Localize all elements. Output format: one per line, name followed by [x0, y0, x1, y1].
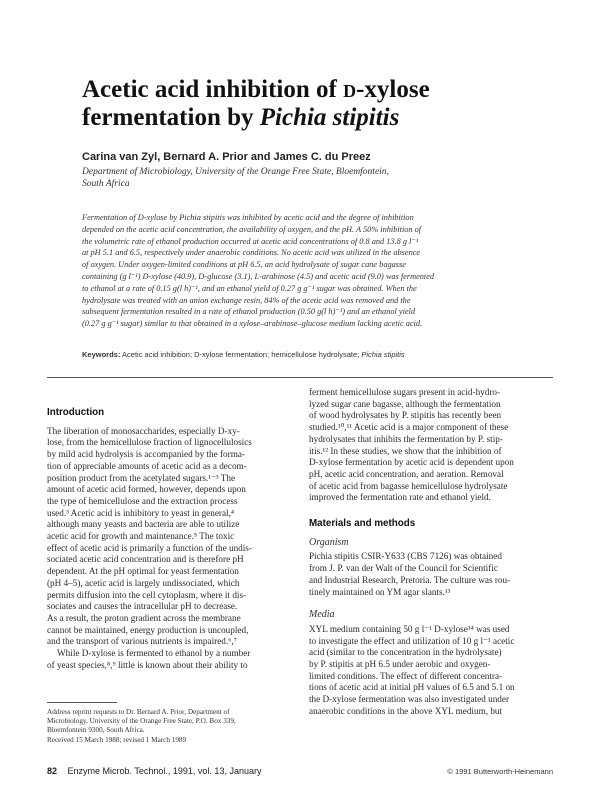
introduction-heading: Introduction [47, 407, 105, 418]
copyright: © 1991 Butterworth-Heinemann [447, 767, 553, 776]
materials-methods-heading: Materials and methods [309, 518, 416, 530]
affiliation: Department of Microbiology, University of the Orange Free State, Bloemfontein, South Africa [82, 167, 389, 189]
organism-subheading: Organism [309, 536, 349, 548]
footnote-divider [47, 702, 117, 703]
page-footer [47, 766, 261, 776]
page-number: 82 [47, 766, 58, 776]
section-divider [47, 377, 553, 378]
abstract: Fermentation of D-xylose by Pichia stipitis was inhibited by acetic acid and the degree of inhibition depended on the acetic acid concentration, the availability of oxygen, and the pH. A 50% inhibition of the volumetric rate of ethanol production occurred at acetic acid concentrations of 0.8 and 13.8 g l⁻¹ at pH 5.1 and 6.5, respectively under anaerobic conditions. No acetic acid was utilized in the absence of oxygen. Under oxygen-limited conditions at pH 6.5, an acid hydrolysate of sugar cane bagasse containing (g l⁻¹) D-xylose (40.9), D-glucose (3.1), L-arabinose (4.5) and acetic acid (9.0) was fermented to ethanol at a rate of 0.15 g(l h)⁻¹, and an ethanol yield of 0.27 g g⁻¹ sugar was obtained. When the hydrolysate was treated with an anion exchange resin, 84% of the acetic acid was removed and the subsequent fermentation resulted in a rate of ethanol production (0.50 g(l h)⁻¹) and an ethanol yield (0.27 g g⁻¹ sugar) similar to that obtained in a xylose–arabinose–glucose medium lacking acetic acid. [82, 213, 435, 329]
title-line-1: Acetic acid inhibition of d-xylose [82, 76, 430, 103]
left-column: Introduction The liberation of monosaccharides, especially D-xy- lose, from the hemicellulose fraction of lignocellulosics by mild acid hydrolysis is accompanied by the forma- tion of appreciable amounts of acetic acid as a decom- position product from the acetylated sugars.¹⁻³ The amount of acetic acid formed, however, depends upon the type of hemicellulose and the extraction process used.³ Acetic acid is inhibitory to yeast in general,⁴ although many yeasts and bacteria are able to utilize acetic acid for growth and maintenance.⁵ The toxic effect of acetic acid is primarily a function of the undis- sociated acetic acid concentration and is therefore pH dependent. At the pH optimal for yeast fermentation (pH 4–5), acetic acid is largely undissociated, which permits diffusion into the cell cytoplasm, where it dis- sociates and causes the intracellular pH to decrease. As a result, the proton gradient across the membrane cannot be maintained, energy production is uncoupled, and the transport of various nutrients is impaired.⁶,⁷ While D-xylose is fermented to ethanol by a number of yeast species,⁸,⁹ little is known about their ability to [47, 407, 295, 671]
article-title [82, 76, 542, 132]
right-column: ferment hemicellulose sugars present in acid-hydro- lyzed sugar cane bagasse, although the fermentation of wood hydrolysates by P. stipitis has recently been studied.¹⁰,¹¹ Acetic acid is a major component of these hydrolysates that inhibits the fermentation by P. stip- itis.¹² In these studies, we show that the inhibition of D-xylose fermentation by acetic acid is dependent upon pH, acetic acid concentration, and aeration. Removal of acetic acid from bagasse hemicellulose hydrolysate improved the fermentation rate and ethanol yield. Materials and methods Organism Pichia stipitis CSIR-Y633 (CBS 7126) was obtained from J. P. van der Walt of the Council for Scientific and Industrial Research, Pretoria. The culture was rou- tinely maintained on YM agar slants.¹³ Media XYL medium containing 50 g l⁻¹ D-xylose¹⁴ was used to investigate the effect and utilization of 10 g l⁻¹ acetic acid (similar to the concentration in the hydrolysate) by P. stipitis at pH 6.5 under aerobic and oxygen- limited conditions. The effect of different concentra- tions of acetic acid at initial pH values of 6.5 and 5.1 on the D-xylose fermentation was also investigated under anaerobic conditions in the above XYL medium, but [309, 387, 557, 718]
footnote: Address reprint requests to Dr. Bernard A. Prior, Department of Microbiology, University of the Orange Free State, P.O. Box 339, Bloemfontein 9300, South Africa. Received 15 March 1988; revised 1 March 1989 [47, 708, 236, 744]
media-subheading: Media [309, 609, 335, 621]
keywords: Keywords: Acetic acid inhibition; D-xylose fermentation; hemicellulose hydrolysate; Pichia stipitis [82, 350, 405, 359]
authors: Carina van Zyl, Bernard A. Prior and James C. du Preez [82, 151, 371, 163]
journal-citation: Enzyme Microb. Technol., 1991, vol. 13, January [67, 766, 262, 776]
title-line-2: fermentation by Pichia stipitis [82, 104, 400, 131]
